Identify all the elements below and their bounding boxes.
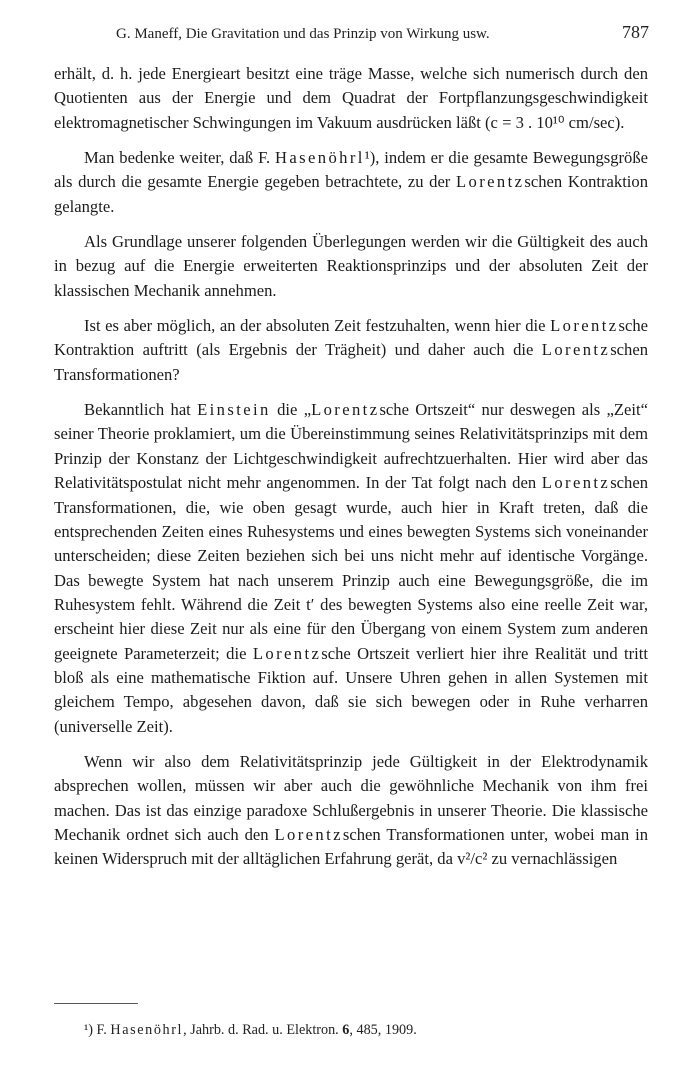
text-run: Bekanntlich hat	[84, 400, 198, 420]
text-run: sche Ortszeit“ nur deswegen als „Zeit“ seiner Theorie proklamiert, um die Übereinstimmung seines Relativitätsprinzips mit dem Prinzip der Konstanz der Lichtgeschwindigkeit aufrechtzuerhalten. Hier wird aber das Relativitätspostulat nicht mehr angenommen. In der Tat folgt nach den	[54, 400, 648, 493]
paragraph-2	[54, 146, 648, 219]
text-run: Man bedenke weiter, daß F.	[84, 148, 275, 168]
footnote-rule	[54, 1003, 138, 1004]
text-run: , 485, 1909.	[349, 1022, 417, 1038]
paragraph-6	[54, 750, 648, 872]
spaced-name: Lorentz	[541, 340, 611, 360]
text-run: schen Transformationen unter, wobei man in keinen Widerspruch mit der alltäglichen Erfahrung gerät, da v²/c² zu vernachlässigen	[54, 824, 648, 869]
body-text	[54, 62, 648, 883]
footnote	[84, 1022, 644, 1039]
paragraph-3: Als Grundlage unserer folgenden Überlegungen werden wir die Gültigkeit des auch in bezug auf die Energie erweiterten Reaktionsprinzips und der absoluten Zeit der klassischen Mechanik annehmen.	[54, 232, 648, 300]
volume-number: 6	[342, 1022, 350, 1038]
spaced-name: Lorentz	[274, 824, 343, 844]
text-run: ¹), indem er die gesamte Bewegungsgröße als durch die gesamte Energie gegeben betrachtete, zu der	[54, 148, 648, 192]
paragraph-1: erhält, d. h. jede Energieart besitzt eine träge Masse, welche sich numerisch durch den Quotienten aus der Energie und dem Quadrat der Fortpflanzungsgeschwindigkeit elektromagnetischer Schwingungen im Vakuum ausdrücken läßt (c = 3 . 10¹⁰ cm/sec).	[54, 64, 648, 132]
paragraph-4	[54, 314, 648, 387]
text-run: ¹) F.	[84, 1022, 111, 1038]
text-run: , Jahrb. d. Rad. u. Elektron.	[183, 1022, 343, 1038]
text-run: die „	[270, 400, 312, 420]
text-run: Ist es aber möglich, an der absoluten Zeit festzuhalten, wenn hier die	[84, 316, 551, 336]
text-run: sche Ortszeit verliert hier ihre Realität und tritt bloß als eine mathematische Fiktion auf. Unsere Uhren gehen in allen Systemen mit gleichem Tempo, abgesehen davon, daß sie sich bewegen oder in Ruhe verharren (universelle Zeit).	[54, 643, 649, 736]
page-header	[72, 22, 649, 46]
spaced-name: Einstein	[197, 400, 271, 420]
running-title: G. Maneff, Die Gravitation und das Prinzip von Wirkung usw.	[116, 26, 490, 42]
text-run: sche Kontraktion auftritt (als Ergebnis der Trägheit) und daher auch die	[54, 316, 648, 360]
text-run: Wenn wir also dem Relativitätsprinzip jede Gültigkeit in der Elektrodynamik absprechen wollen, müssen wir aber auch die gewöhnliche Mechanik von ihm frei machen. Das ist das einzige paradoxe Schlußergebnis in unserer Theorie. Die klassische Mechanik ordnet sich auch den	[54, 751, 648, 844]
spaced-name: Lorentz	[311, 400, 380, 420]
spaced-name: Lorentz	[455, 172, 525, 192]
spaced-name: Lorentz	[550, 316, 619, 336]
page-number: 787	[622, 22, 649, 42]
text-run: schen Kontraktion gelangte.	[54, 172, 649, 216]
paragraph-5	[54, 398, 648, 739]
text-run: schen Transformationen?	[54, 340, 648, 384]
spaced-name: Hasenöhrl	[110, 1022, 184, 1038]
spaced-name: Hasenöhrl	[274, 148, 365, 168]
spaced-name: Lorentz	[541, 473, 611, 493]
spaced-name: Lorentz	[252, 643, 322, 663]
text-run: schen Transformationen, die, wie oben gesagt wurde, auch hier in Kraft treten, daß die entsprechenden Zeiten eines Ruhesystems und eines bewegten Systems sich voneinander unterscheiden; diese Zeiten beziehen sich bei uns nicht mehr auf identische Vorgänge. Das bewegte System hat nach unserem Prinzip auch eine Bewegungsgröße, die im Ruhesystem fehlt. Während die Zeit t′ des bewegten Systems also eine reelle Zeit war, erscheint hier diese Zeit nur als eine für den Übergang von einem System zum anderen geeignete Parameterzeit; die	[54, 473, 648, 663]
